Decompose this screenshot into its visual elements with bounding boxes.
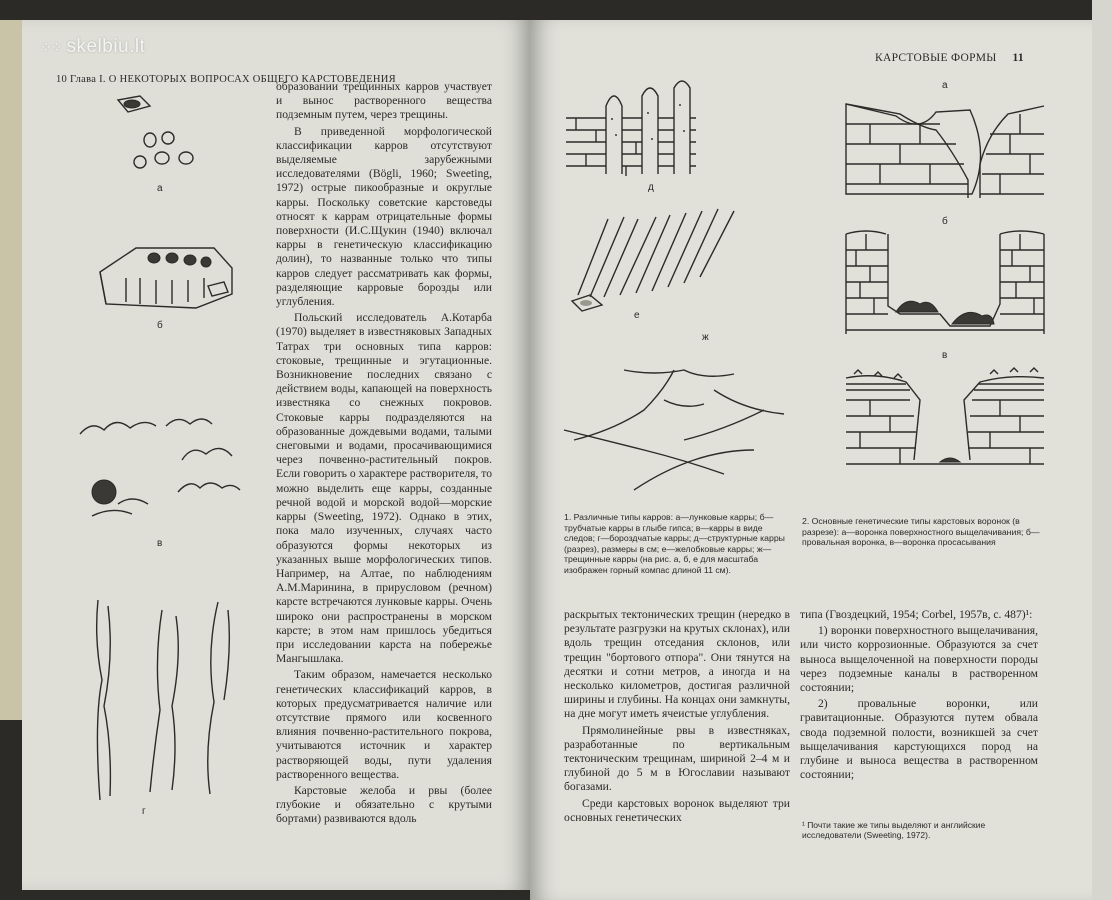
figure-1-caption: 1. Различные типы карров: а—лунковые карры; б—трубчатые карры в глыбе гипса; в—карры в виде следов; г—бороздчатые карры; д—структурные карры (разрез), размеры в см; е—желобковые карры; ж—трещинные карры (на рис. а, б, е для масштаба изображен горный компас длиной 11 см). <box>564 512 785 575</box>
right-text-column-1 <box>564 608 790 827</box>
fig-label-zh: ж <box>702 332 709 343</box>
right-col1-paragraph-1: раскрытых тектонических трещин (нередко в результате разгрузки на крутых склонах), или вдоль трещин отседания склонов, или трещин "бортового отпора". Они тянутся на десятки и сотни метров, а иногда и на несколько километров, достигая различной ширины и глубины. На концах они замкнуты, на дне могут иметь ячеистые углубления. <box>564 608 790 721</box>
left-paragraph-1: образовании трещинных карров участвует и вынос растворенного вещества подземным путем, через трещины. <box>276 80 492 122</box>
right-running-head <box>875 52 1024 64</box>
right-running-head-title: КАРСТОВЫЕ ФОРМЫ <box>875 52 997 64</box>
figure-e-groove-karren <box>568 205 738 315</box>
watermark-dots-icon: ⁘⁘ <box>40 39 62 55</box>
left-paragraph-5: Карстовые желоба и рвы (более глубокие и обязательно с крутыми бортами) развиваются вдоль <box>276 783 492 826</box>
left-paragraph-3: Польский исследователь А.Котарба (1970) выделяет в известняковых Западных Татрах три основных типа карров: стоковые, трещинные и эгутационные. Возникновение последних связано с действием воды, капающей на поверхность известняка со снежных покровов. Стоковые карры подразделяются на образованные дождевыми водами, талыми снеговыми и водами, просачивающимися через почвенно-растительный покров. Если говорить о характере растворителя, то можно выделить еще карры, созданные речной водой и морской водой—морские карры (Sweeting, 1972). Однако в этих, пока мало изученных, случаях часто образуются формы некоторых из указанных выше морфологических типов. Например, на Алтае, по наблюдениям А.М.Маринина, в прирусловом (речном) карсте встречаются лунковые карры. Очень широко они распространены в морском карсте; в этом нам пришлось убедиться при исследовании карста на побережье Мангышлака. <box>276 311 492 666</box>
book-cover-edge <box>1092 0 1112 900</box>
figure-a-lunka-karren <box>110 92 220 172</box>
fig-label-a: а <box>157 183 163 194</box>
right-text-column-2 <box>800 608 1038 784</box>
fig-label-2a: а <box>942 80 948 91</box>
fig-label-2v: в <box>942 350 948 361</box>
fig-label-2b: б <box>942 216 948 227</box>
figure-g-rill-karren <box>82 596 242 806</box>
figure-2-caption: 2. Основные генетические типы карстовых воронок (в разрезе): а—воронка поверхностного выщелачивания; б—провальная воронка, в—воронка просасывания <box>802 516 1040 548</box>
left-page <box>22 20 530 890</box>
right-col2-paragraph-2: 1) воронки поверхностного выщелачивания, или чисто коррозионные. Образуются за счет выноса выщелоченной на поверхности породы через подземные каналы в растворенном состоянии; <box>800 624 1038 695</box>
right-col2-paragraph-1: типа (Гвоздецкий, 1954; Corbel, 1957в, с. 487)¹: <box>800 608 1033 621</box>
right-page <box>530 20 1092 900</box>
left-paragraph-4: Таким образом, намечается несколько генетических классификаций карров, в которых предусматривается наличие или отсутствие прямого или косвенного влияния почвенно-растительного покрова, учитываются источник и характер растворяющей воды, пути удаления растворенного вещества. <box>276 668 492 781</box>
right-col1-paragraph-3: Среди карстовых воронок выделяют три основных генетических <box>564 796 790 824</box>
fig-label-d: д <box>648 182 654 193</box>
figure-v-footprint-karren <box>78 404 248 524</box>
fig-label-b: б <box>157 320 163 331</box>
fig-label-e: е <box>634 310 640 321</box>
adjacent-page-edge <box>0 20 22 720</box>
right-col2-paragraph-3: 2) провальные воронки, или гравитационные. Образуются путем обвала свода подземной полости, возникшей за счет выщелачивания карстующихся пород на глубине и выноса вещества в растворенном состоянии; <box>800 697 1038 782</box>
footnote: ¹ Почти такие же типы выделяют и английские исследователи (Sweeting, 1972). <box>802 820 986 840</box>
fig-label-v: в <box>157 538 163 549</box>
figure-b-tube-karren <box>96 238 236 318</box>
left-text-column <box>276 80 492 829</box>
figure-2v-suffosion-doline <box>840 370 1050 480</box>
right-col1-paragraph-2: Прямолинейные рвы в известняках, разработанные по вертикальным тектоническим трещинам, шириной 2–4 м и глубиной до 5 м в Югославии называют богазами. <box>564 723 790 794</box>
left-running-head: 10 Глава I. О НЕКОТОРЫХ ВОПРОСАХ ОБЩЕГО КАРСТОВЕДЕНИЯ <box>56 74 396 85</box>
left-paragraph-2: В приведенной морфологической классификации карров отсутствуют выделяемые зарубежными исследователями (Bögli, 1960; Sweeting, 1972) острые пикообразные и округлые карры. Поскольку советские карстоведы относят к каррам отрицательные формы поверхности (И.С.Щукин (1940) включал карры в генетическую классификацию долин), то названные только что типы карров следует рассматривать как формы, разделяющие карровые борозды или углубления. <box>276 124 492 309</box>
fig-label-g: г <box>142 806 146 817</box>
right-page-number: 11 <box>1012 52 1024 64</box>
watermark <box>40 36 145 58</box>
figure-zh-fissure-karren <box>564 360 794 500</box>
figure-2b-collapse-doline <box>840 230 1050 340</box>
watermark-text: skelbiu.lt <box>66 36 146 57</box>
figure-d-structural-karren <box>566 78 696 178</box>
figure-2a-solution-doline <box>840 94 1050 204</box>
